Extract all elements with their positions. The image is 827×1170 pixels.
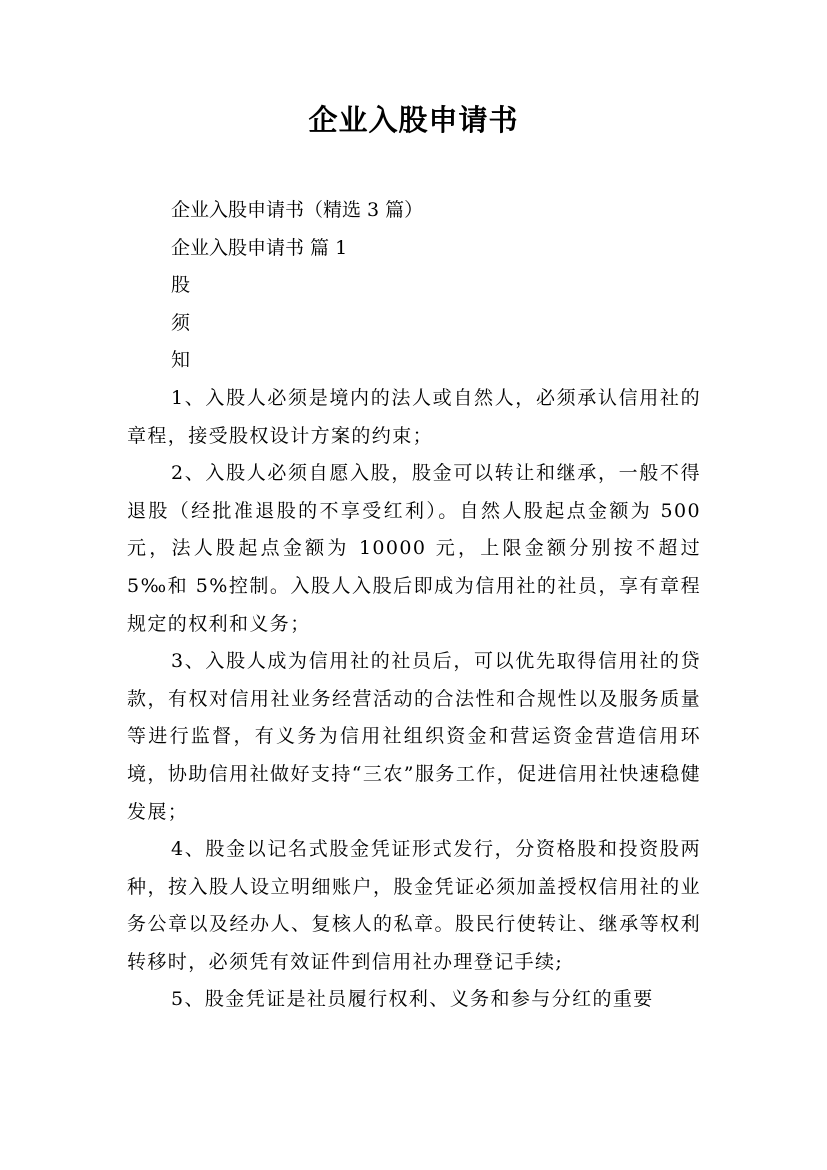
paragraph-3: 3、入股人成为信用社的社员后，可以优先取得信用社的贷款，有权对信用社业务经营活动的合法性和合规性以及服务质量等进行监督，有义务为信用社组织资金和营运资金营造信用环境，协助信用社做好支持“三农”服务工作，促进信用社快速稳健发展； (127, 650, 701, 823)
document-body (127, 192, 701, 1019)
paragraph-4: 4、股金以记名式股金凭证形式发行，分资格股和投资股两种，按入股人设立明细账户，股金凭证必须加盖授权信用社的业务公章以及经办人、复核人的私章。股民行使转让、继承等权利转移时，必须凭有效证件到信用社办理登记手续; (127, 838, 701, 973)
notice-char-2: 须 (171, 311, 191, 334)
paragraph-1: 1、入股人必须是境内的法人或自然人，必须承认信用社的章程，接受股权设计方案的约束； (127, 386, 701, 447)
paragraph-2: 2、入股人必须自愿入股，股金可以转让和继承，一般不得退股（经批准退股的不享受红利）。自然人股起点金额为 500 元，法人股起点金额为 10000 元，上限金额分别按不超过 5‰和 5%控制。入股人入股后即成为信用社的社员，享有章程规定的权利和义务； (127, 462, 701, 635)
subtitle-line: 企业入股申请书（精选 3 篇） (171, 199, 424, 221)
document-title: 企业入股申请书 (308, 103, 519, 137)
section-heading: 企业入股申请书 篇 1 (171, 236, 348, 259)
notice-char-1: 股 (171, 274, 191, 297)
notice-char-3: 知 (171, 349, 191, 372)
paragraph-5: 5、股金凭证是社员履行权利、义务和参与分红的重要 (171, 988, 654, 1011)
